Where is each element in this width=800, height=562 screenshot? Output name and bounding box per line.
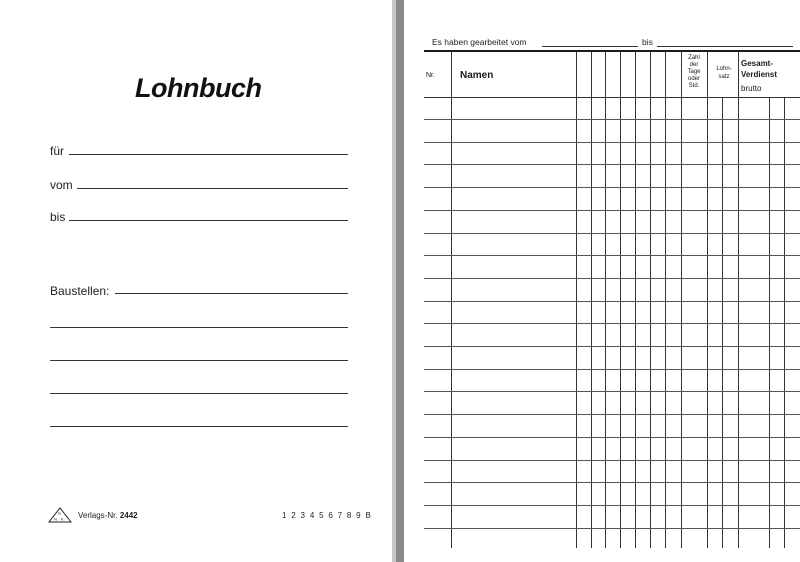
table-column-rule [681, 52, 682, 548]
worked-period-label: Es haben gearbeitet vom [432, 37, 527, 47]
table-row-rule [424, 164, 800, 165]
publisher-number-label: Verlags-Nr. [78, 511, 118, 520]
table-row-rule [424, 233, 800, 234]
book-spine [396, 0, 404, 562]
table-row-rule [424, 323, 800, 324]
header-zahl-line: Zahl [688, 55, 700, 61]
worked-to-line[interactable] [657, 46, 793, 47]
worked-from-line[interactable] [542, 46, 638, 47]
header-zahl-der-tage [683, 55, 705, 90]
field-line-vom[interactable] [77, 188, 348, 189]
table-row-rule [424, 391, 800, 392]
table-column-rule [707, 52, 708, 548]
table-row-rule [424, 437, 800, 438]
table-column-rule [451, 52, 452, 548]
baustellen-extra-line[interactable] [50, 360, 348, 361]
table-row-rule [424, 482, 800, 483]
table-row-rule [424, 505, 800, 506]
field-label-bis: bis [50, 210, 66, 224]
table-column-rule [591, 52, 592, 548]
publisher-number-value: 2442 [119, 511, 138, 520]
field-label-fuer: für [50, 144, 65, 158]
table-row-rule [424, 187, 800, 188]
table-top-border [424, 50, 800, 52]
table-column-rule [635, 52, 636, 548]
header-gesamt-line: Verdienst [741, 70, 778, 79]
field-label-vom: vom [50, 178, 73, 192]
print-serial: 1 2 3 4 5 6 7 8 9 B [282, 511, 373, 520]
header-bottom-border [424, 97, 800, 98]
header-zahl-line: der [689, 62, 699, 68]
table-column-rule [650, 52, 651, 548]
table-column-rule [605, 52, 606, 548]
baustellen-extra-line[interactable] [50, 327, 348, 328]
header-nr: Nr. [426, 72, 435, 79]
field-line-fuer[interactable] [69, 154, 348, 155]
svg-text:R: R [58, 511, 61, 516]
table-row-rule [424, 119, 800, 120]
table-row-rule [424, 414, 800, 415]
table-row-rule [424, 460, 800, 461]
header-zahl-line: Std. [688, 83, 700, 89]
table-row-rule [424, 210, 800, 211]
header-zahl-line: Tage [687, 69, 701, 75]
svg-text:N: N [54, 516, 57, 522]
header-namen: Namen [460, 70, 494, 81]
header-brutto: brutto [741, 84, 762, 93]
header-lohnsatz [710, 65, 738, 81]
table-column-rule [665, 52, 666, 548]
field-line-baustellen[interactable] [115, 293, 348, 294]
table-row-rule [424, 369, 800, 370]
publisher-logo [48, 507, 72, 523]
table-row-rule [424, 255, 800, 256]
baustellen-extra-line[interactable] [50, 393, 348, 394]
table-row-rule [424, 301, 800, 302]
page-title: Lohnbuch [135, 73, 262, 103]
table-row-rule [424, 346, 800, 347]
field-line-bis[interactable] [69, 220, 348, 221]
table-column-rule [738, 52, 739, 548]
table-column-rule [620, 52, 621, 548]
header-zahl-line: oder [687, 76, 700, 82]
svg-text:K: K [61, 516, 64, 522]
header-lohn-line: satz [718, 74, 730, 80]
publisher-number [78, 511, 138, 520]
header-gesamt-line: Gesamt- [741, 59, 774, 68]
field-label-baustellen: Baustellen: [50, 284, 110, 298]
worked-bis-label: bis [642, 37, 653, 47]
baustellen-extra-line[interactable] [50, 426, 348, 427]
header-gesamt-verdienst [741, 58, 777, 80]
table-column-rule [576, 52, 577, 548]
table-row-rule [424, 528, 800, 529]
table-row-rule [424, 142, 800, 143]
header-lohn-line: Lohn- [716, 66, 732, 72]
table-row-rule [424, 278, 800, 279]
